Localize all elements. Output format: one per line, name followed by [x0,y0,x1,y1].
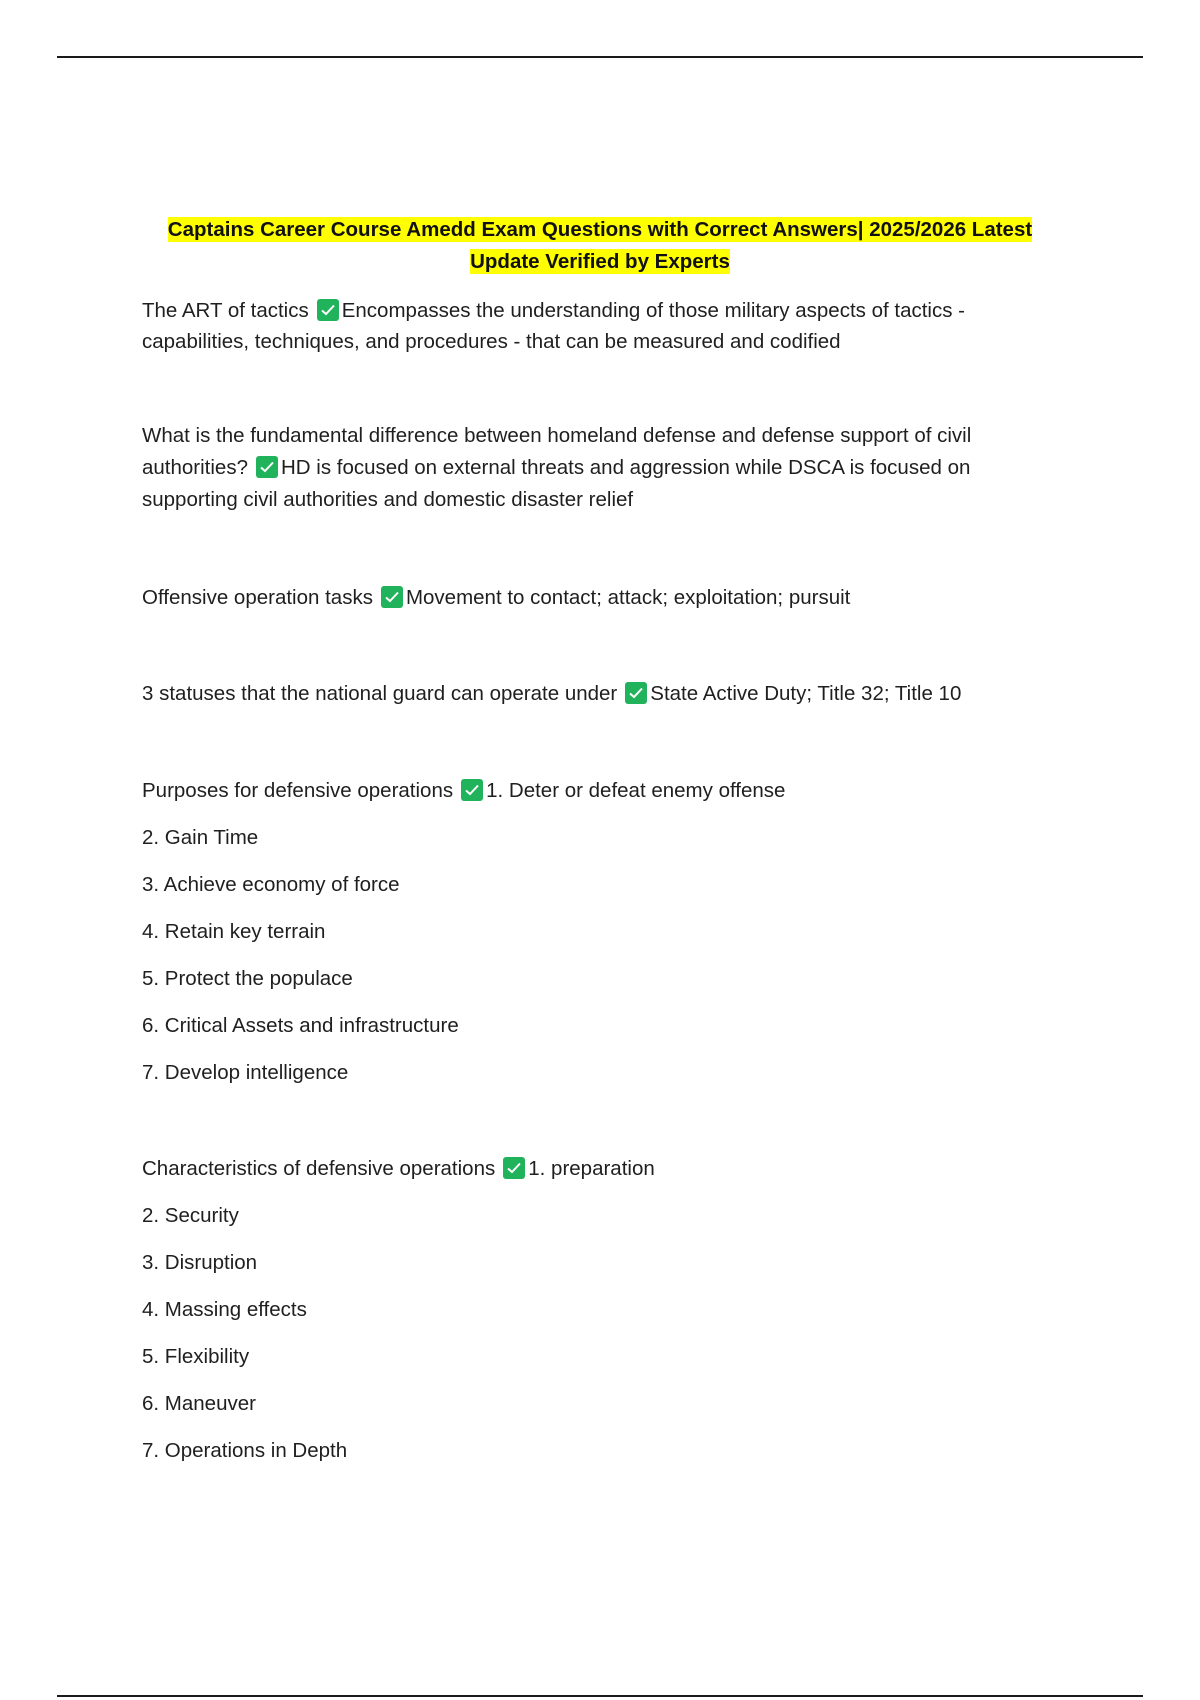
list-item: 3. Disruption [142,1251,258,1274]
question-text: Characteristics of defensive operations [142,1157,496,1180]
header-rule [57,56,1143,58]
question-text-cont: authorities? [142,456,248,479]
answer-text: State Active Duty; Title 32; Title 10 [650,682,962,705]
checkmark-icon [625,682,647,704]
question-text: Offensive operation tasks [142,586,373,609]
list-item: 6. Critical Assets and infrastructure [142,1014,459,1037]
question-text: The ART of tactics [142,299,309,322]
question-text: 3 statuses that the national guard can operate under [142,682,618,705]
list-item: 4. Retain key terrain [142,920,326,943]
question-text: Purposes for defensive operations [142,779,454,802]
list-item: 7. Operations in Depth [142,1439,348,1462]
question-text: What is the fundamental difference between homeland defense and defense support of civil [142,424,972,447]
answer-text-cont: capabilities, techniques, and procedures - that can be measured and codified [142,330,841,353]
list-item: 4. Massing effects [142,1298,307,1321]
list-item: 2. Gain Time [142,826,259,849]
checkmark-icon [381,586,403,608]
answer-text-cont: supporting civil authorities and domestic disaster relief [142,488,634,511]
answer-text: Movement to contact; attack; exploitation; pursuit [405,586,851,609]
checkmark-icon [317,299,339,321]
answer-text: 1. preparation [528,1157,655,1180]
list-item: 5. Flexibility [142,1345,250,1368]
list-item: 5. Protect the populace [142,967,353,990]
footer-rule [57,1695,1143,1697]
checkmark-icon [461,779,483,801]
checkmark-icon [256,456,278,478]
answer-text: HD is focused on external threats and aggression while DSCA is focused on [280,456,971,479]
list-item: 3. Achieve economy of force [142,873,400,896]
answer-text: Encompasses the understanding of those military aspects of tactics - [341,299,966,322]
answer-text: 1. Deter or defeat enemy offense [486,779,786,802]
title-line-2: Update Verified by Experts [470,250,730,273]
title-line-1: Captains Career Course Amedd Exam Questions with Correct Answers| 2025/2026 Latest [167,218,1033,241]
checkmark-icon [503,1157,525,1179]
list-item: 2. Security [142,1204,239,1227]
list-item: 7. Develop intelligence [142,1061,349,1084]
list-item: 6. Maneuver [142,1392,256,1415]
document-title [150,214,1050,278]
